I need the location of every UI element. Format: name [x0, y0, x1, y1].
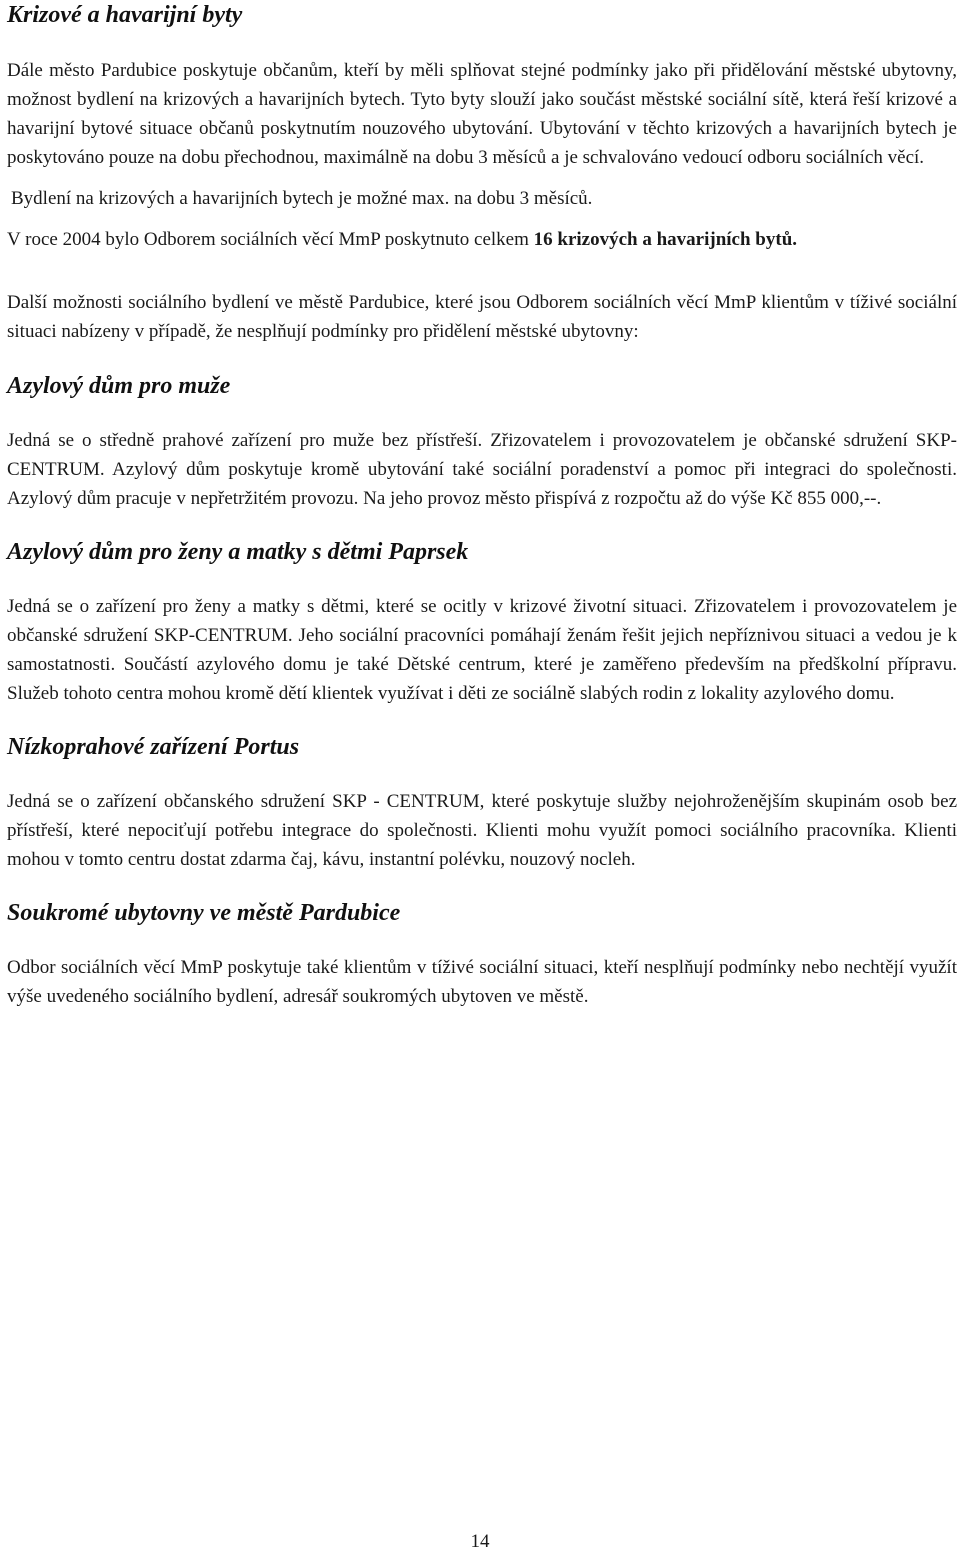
- document-page: [7, 0, 957, 1011]
- section-heading-azyl-muzi: Azylový dům pro muže: [7, 373, 231, 399]
- paragraph-krizove-intro: Dále město Pardubice poskytuje občanům, kteří by měli splňovat stejné podmínky jako při přidělování městské ubytovny, možnost bydlení na krizových a havarijních bytech. Tyto byty slouží jako součást městské sociální sítě, která řeší krizové a havarijní bytové situace občanů poskytnutím nouzového ubytování. Ubytování v těchto krizových a havarijních bytech je poskytováno pouze na dobu přechodnou, maximálně na dobu 3 měsíců a je schvalováno vedoucí odboru sociálních věcí.: [7, 60, 957, 168]
- paragraph-krizove-count: [7, 225, 957, 254]
- section-heading-azyl-zeny: Azylový dům pro ženy a matky s dětmi Paprsek: [7, 539, 469, 565]
- section-heading-soukrome: Soukromé ubytovny ve městě Pardubice: [7, 900, 401, 926]
- paragraph-azyl-zeny: Jedná se o zařízení pro ženy a matky s dětmi, které se ocitly v krizové životní situaci. Zřizovatelem i provozovatelem je občanské sdružení SKP-CENTRUM. Jeho sociální pracovníci pomáhají ženám řešit jejich nepříznivou situaci a vedou je k samostatnosti. Součástí azylového domu je také Dětské centrum, které je zaměřeno především na předškolní přípravu. Služeb tohoto centra mohou kromě dětí klientek využívat i děti ze sociálně slabých rodin z lokality azylového domu.: [7, 596, 957, 704]
- paragraph-portus: Jedná se o zařízení občanského sdružení SKP - CENTRUM, které poskytuje služby nejohroženějším skupinám osob bez přístřeší, které nepociťují potřebu integrace do společnosti. Klienti mohu využít pomoci sociálního pracovníka. Klienti mohou v tomto centru dostat zdarma čaj, kávu, instantní polévku, nouzový nocleh.: [7, 791, 957, 870]
- paragraph-krizove-duration: Bydlení na krizových a havarijních bytech je možné max. na dobu 3 měsíců.: [11, 188, 593, 209]
- paragraph-azyl-muzi: Jedná se o středně prahové zařízení pro muže bez přístřeší. Zřizovatelem i provozovatelem je občanské sdružení SKP-CENTRUM. Azylový dům poskytuje kromě ubytování také sociální poradenství a pomoc při integraci do společnosti. Azylový dům pracuje v nepřetržitém provozu. Na jeho provoz město přispívá z rozpočtu až do výše Kč 855 000,--.: [7, 430, 957, 509]
- count-prefix-text: V roce 2004 bylo Odborem sociálních věcí MmP poskytnuto celkem: [7, 229, 534, 250]
- section-heading-portus: Nízkoprahové zařízení Portus: [7, 734, 300, 760]
- page-number: 14: [470, 1531, 490, 1552]
- paragraph-soukrome: Odbor sociálních věcí MmP poskytuje také klientům v tíživé sociální situaci, kteří nesplňují podmínky nebo nechtějí využít výše uvedeného sociálního bydlení, adresář soukromých ubytoven ve městě.: [7, 957, 957, 1007]
- count-bold-text: 16 krizových a havarijních bytů.: [533, 229, 798, 250]
- section-heading-krizove: Krizové a havarijní byty: [7, 2, 243, 28]
- paragraph-other-options: Další možnosti sociálního bydlení ve městě Pardubice, které jsou Odborem sociálních věcí MmP klientům v tíživé sociální situaci nabízeny v případě, že nesplňují podmínky pro přidělení městské ubytovny:: [7, 292, 957, 342]
